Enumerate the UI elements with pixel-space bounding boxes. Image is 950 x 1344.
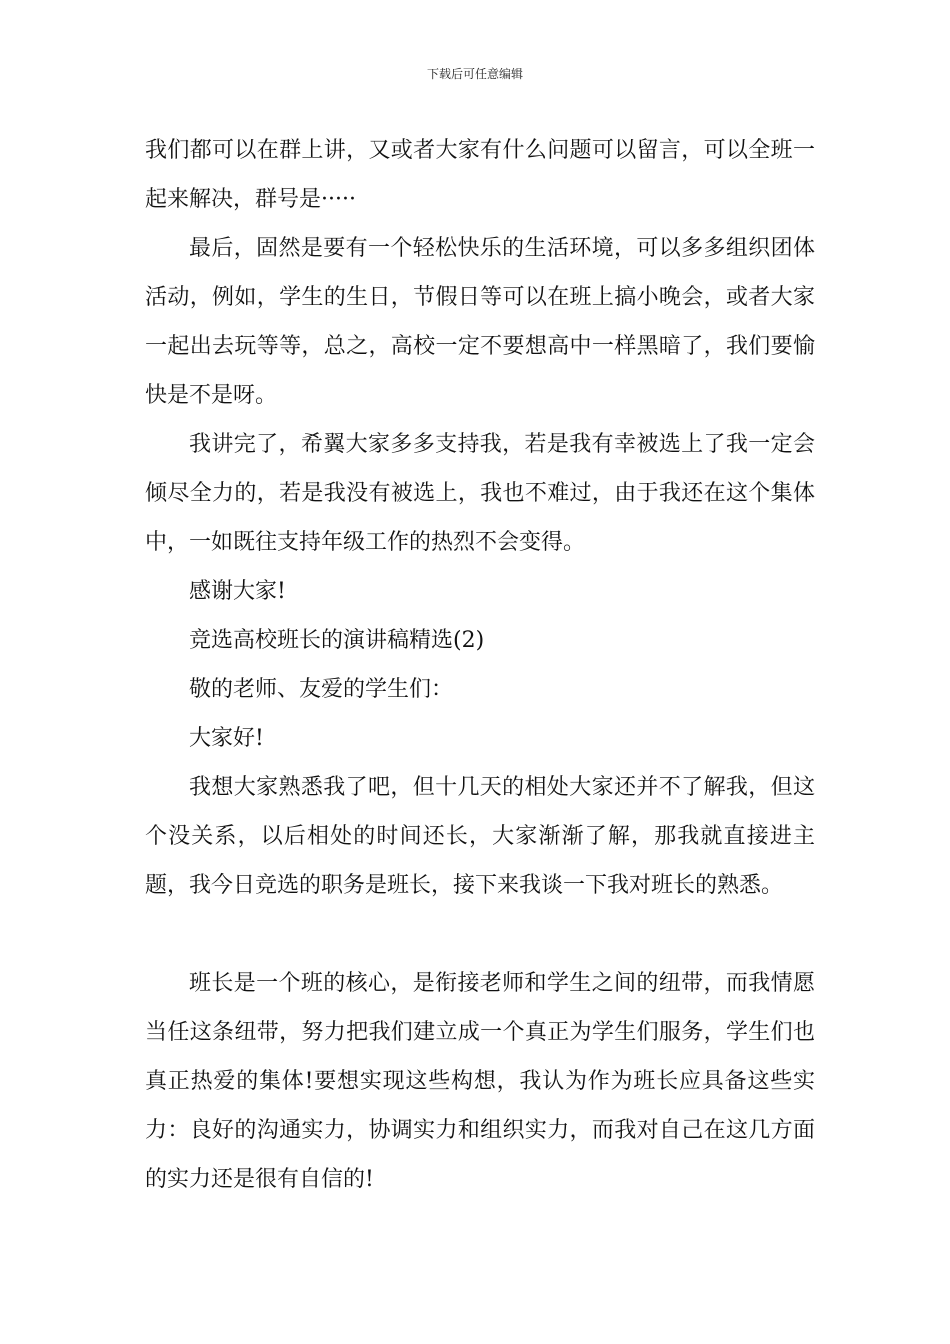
page-header: 下载后可任意编辑: [426, 67, 523, 81]
paragraph-9: 班长是一个班的核心，是衔接老师和学生之间的纽带，而我情愿当任这条纽带，努力把我们建立成一个真正为学生们服务，学生们也真正热爱的集体!要想实现这些构想，我认为作为班长应具备这些实力：良好的沟通实力，协调实力和组织实力，而我对自己在这几方面的实力还是很有自信的!: [145, 971, 815, 1192]
paragraph-1: 我们都可以在群上讲，又或者大家有什么问题可以留言，可以全班一起来解决，群号是·····: [145, 138, 815, 212]
paragraph-6: 敬的老师、友爱的学生们：: [189, 677, 454, 702]
document-body: [145, 126, 815, 1204]
paragraph-7: 大家好!: [189, 726, 264, 751]
paragraph-2: 最后，固然是要有一个轻松快乐的生活环境，可以多多组织团体活动，例如，学生的生日，节假日等可以在班上搞小晚会，或者大家一起出去玩等等，总之，高校一定不要想高中一样黑暗了，我们要愉快是不是呀。: [145, 236, 815, 408]
paragraph-5-heading: 竞选高校班长的演讲稿精选(2): [189, 628, 485, 653]
paragraph-4: 感谢大家!: [189, 579, 286, 604]
blank-line: [145, 910, 815, 959]
paragraph-8: 我想大家熟悉我了吧，但十几天的相处大家还并不了解我，但这个没关系，以后相处的时间还长，大家渐渐了解，那我就直接进主题，我今日竞选的职务是班长，接下来我谈一下我对班长的熟悉。: [145, 775, 815, 898]
paragraph-3: 我讲完了，希翼大家多多支持我，若是我有幸被选上了我一定会倾尽全力的，若是我没有被选上，我也不难过，由于我还在这个集体中，一如既往支持年级工作的热烈不会变得。: [145, 432, 815, 555]
